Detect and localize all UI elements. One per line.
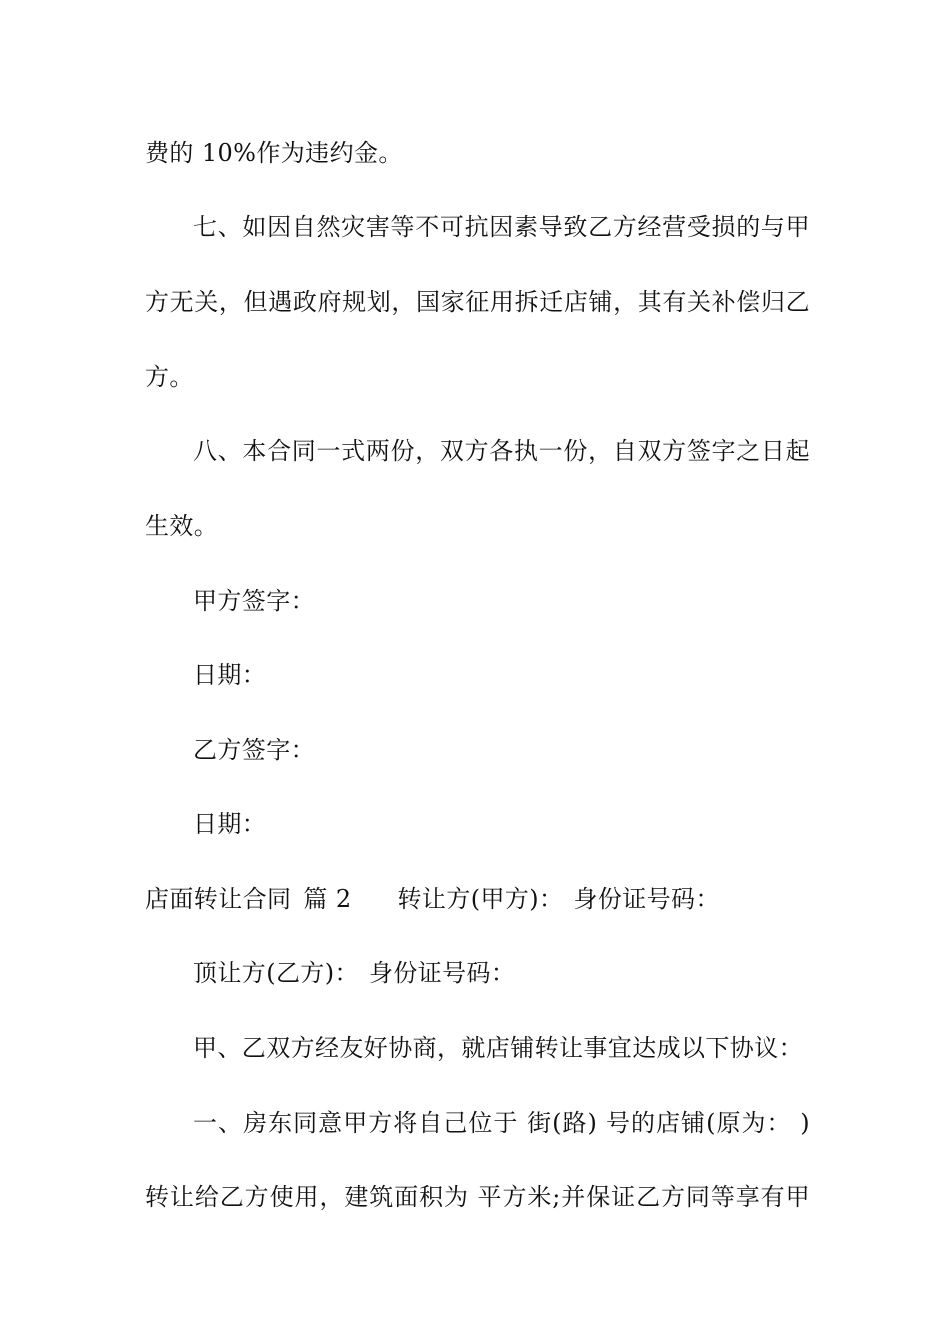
clause-8-line-2: 生效。 bbox=[145, 512, 219, 540]
party-a-date-label: 日期： bbox=[193, 661, 267, 689]
assignee-line bbox=[193, 958, 810, 988]
clause-7-line-1: 七、如因自然灾害等不可抗因素导致乙方经营受损的与甲 bbox=[193, 213, 810, 241]
agreement-intro: 甲、乙双方经友好协商，就店铺转让事宜达成以下协议： bbox=[193, 1034, 803, 1062]
section-heading-line bbox=[145, 884, 810, 914]
transferor-label: 转让方(甲方)： bbox=[397, 885, 564, 913]
contract-part: 篇 2 bbox=[303, 885, 352, 913]
party-b-date-label: 日期： bbox=[193, 810, 267, 838]
party-b-signature-label: 乙方签字： bbox=[193, 736, 315, 764]
transferor-id-label: 身份证号码： bbox=[573, 885, 720, 913]
contract-title: 店面转让合同 bbox=[145, 885, 292, 913]
clause-8-line-1: 八、本合同一式两份，双方各执一份，自双方签字之日起 bbox=[193, 437, 810, 465]
assignee-label: 顶让方(乙方)： bbox=[193, 959, 359, 987]
assignee-id-label: 身份证号码： bbox=[368, 959, 516, 987]
paragraph-line-1: 费的 10%作为违约金。 bbox=[145, 139, 403, 167]
clause-1-line-2: 转让给乙方使用，建筑面积为 平方米;并保证乙方同等享有甲 bbox=[145, 1183, 810, 1211]
clause-7-line-2: 方无关，但遇政府规划，国家征用拆迁店铺，其有关补偿归乙 bbox=[145, 288, 810, 316]
party-a-signature-label: 甲方签字： bbox=[193, 587, 315, 615]
clause-1-line-1: 一、房东同意甲方将自己位于 街(路) 号的店铺(原为： ) bbox=[193, 1109, 810, 1137]
clause-7-line-3: 方。 bbox=[145, 363, 194, 391]
